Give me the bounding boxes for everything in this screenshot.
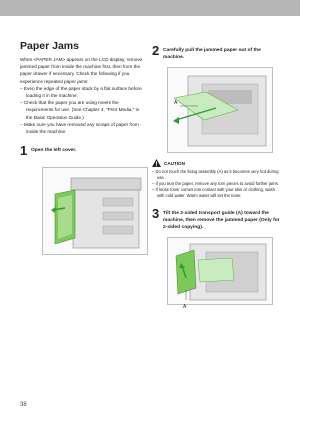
caution-label: CAUTION	[164, 160, 185, 166]
figure-transport-guide	[167, 237, 273, 310]
figure-callout-a: A	[174, 100, 178, 106]
header-bar	[0, 0, 300, 16]
intro-paragraph: When <PAPER JAM> appears on the LCD display, remove jammed paper from inside the machine first, then from the paper drawer if necessary. Check the following if you experience repeated paper jams:	[20, 57, 143, 84]
step-3-text: Tilt the 2-sided transport guide (A) toward the machine, then remove the jammed paper (Only for 2-sided copying).	[163, 210, 280, 230]
warning-icon	[152, 159, 161, 167]
tips-list	[20, 85, 145, 135]
tip-item: – Even the edge of the paper stack by a flat surface before loading it in the machine.	[20, 85, 142, 99]
caution-heading	[152, 159, 282, 167]
tip-item: – Make sure you have removed any scraps of paper from inside the machine.	[20, 121, 139, 135]
step-3-number: 3	[152, 205, 160, 221]
printer-left-cover-illustration	[43, 168, 147, 254]
caution-item: – If loose toner comes into contact with your skin or clothing, wash with cold water. Warm water will set the toner.	[152, 186, 275, 198]
figure-open-left-cover	[42, 167, 148, 255]
tip-item: – Check that the paper you are using meets the requirements for use. (See Chapter 3, "Print Media," in the Basic Operation Guide.)	[20, 100, 140, 120]
left-column	[20, 40, 145, 255]
step-1-text: Open the left cover.	[31, 148, 77, 154]
step-2	[152, 44, 282, 61]
transport-guide-illustration	[168, 238, 272, 304]
caution-list	[152, 169, 282, 199]
figure-callout-a: A	[183, 303, 187, 310]
step-2-text: Carefully pull the jammed paper out of the machine.	[163, 48, 261, 60]
step-2-number: 2	[152, 43, 160, 58]
step-1-number: 1	[20, 143, 28, 159]
caution-item: – If you tear the paper, remove any torn pieces to avoid further jams.	[152, 180, 279, 186]
page-title: Paper Jams	[20, 40, 79, 52]
jammed-paper-illustration	[168, 68, 272, 152]
page-number: 38	[20, 402, 27, 408]
right-column	[152, 40, 282, 310]
caution-item: – Do not touch the fixing assembly (A) as it becomes very hot during use.	[152, 169, 279, 180]
step-3	[152, 207, 282, 231]
figure-remove-jammed-paper	[167, 67, 273, 153]
step-1	[20, 144, 145, 157]
